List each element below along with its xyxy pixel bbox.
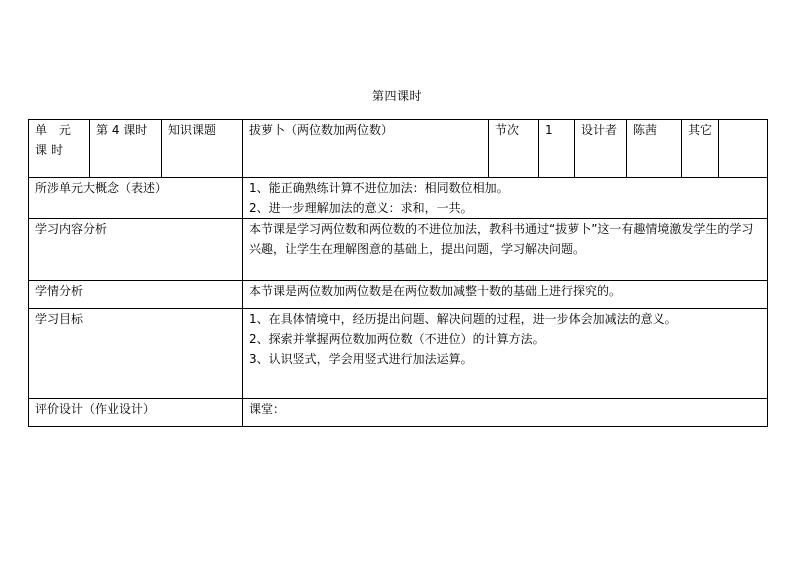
section-label: 节次 bbox=[495, 123, 520, 137]
evaluation-row bbox=[29, 399, 768, 427]
content-analysis-row bbox=[29, 219, 768, 281]
topic-value-cell bbox=[243, 120, 489, 178]
concept-row bbox=[29, 178, 768, 219]
section-value-cell bbox=[539, 120, 575, 178]
eval-label-cell bbox=[29, 399, 243, 427]
goal-line-3: 3、认识竖式，学会用竖式进行加法运算。 bbox=[249, 352, 473, 366]
topic-label: 知识课题 bbox=[168, 123, 217, 137]
lesson-plan-table bbox=[28, 119, 768, 427]
designer-label: 设计者 bbox=[581, 123, 618, 137]
goal-line-2: 2、探索并掌握两位数加两位数（不进位）的计算方法。 bbox=[249, 332, 545, 346]
situation-row bbox=[29, 281, 768, 309]
goal-line-1: 1、在具体情境中，经历提出问题、解决问题的过程，进一步体会加减法的意义。 bbox=[249, 312, 677, 326]
content-label: 学习内容分析 bbox=[35, 222, 108, 236]
section-label-cell bbox=[489, 120, 539, 178]
other-label-cell bbox=[682, 120, 719, 178]
eval-text: 课堂： bbox=[249, 402, 286, 416]
goal-label-cell bbox=[29, 309, 243, 399]
lesson-number: 第 4 课时 bbox=[96, 123, 148, 137]
content-text-cell bbox=[243, 219, 768, 281]
topic-label-cell bbox=[162, 120, 243, 178]
other-label: 其它 bbox=[688, 123, 713, 137]
unit-label: 单 元 课时 bbox=[35, 123, 75, 157]
concept-label: 所涉单元大概念（表述） bbox=[35, 181, 168, 195]
section-value: 1 bbox=[545, 123, 553, 137]
goal-label: 学习目标 bbox=[35, 312, 84, 326]
topic-value: 拔萝卜（两位数加两位数） bbox=[249, 123, 394, 137]
other-value-cell bbox=[719, 120, 768, 178]
situation-text-cell bbox=[243, 281, 768, 309]
situation-label-cell bbox=[29, 281, 243, 309]
content-label-cell bbox=[29, 219, 243, 281]
situation-text: 本节课是两位数加两位数是在两位数加减整十数的基础上进行探究的。 bbox=[249, 284, 622, 298]
eval-text-cell bbox=[243, 399, 768, 427]
concept-line-2: 2、进一步理解加法的意义：求和，一共。 bbox=[249, 201, 473, 215]
situation-label: 学情分析 bbox=[35, 284, 84, 298]
designer-value: 陈茜 bbox=[633, 123, 658, 137]
concept-line-1: 1、能正确熟练计算不进位加法：相同数位相加。 bbox=[249, 181, 509, 195]
designer-value-cell bbox=[627, 120, 682, 178]
lesson-number-cell bbox=[90, 120, 162, 178]
eval-label: 评价设计（作业设计） bbox=[35, 402, 156, 416]
designer-label-cell bbox=[575, 120, 627, 178]
header-row bbox=[29, 120, 768, 178]
content-text: 本节课是学习两位数和两位数的不进位加法，教科书通过“拔萝卜”这一有趣情境激发学生的学习兴趣，让学生在理解图意的基础上，提出问题，学习解决问题。 bbox=[249, 222, 754, 256]
concept-label-cell bbox=[29, 178, 243, 219]
concept-content-cell bbox=[243, 178, 768, 219]
goal-content-cell bbox=[243, 309, 768, 399]
page-title: 第四课时 bbox=[371, 89, 422, 103]
goals-row bbox=[29, 309, 768, 399]
unit-label-cell bbox=[29, 120, 90, 178]
